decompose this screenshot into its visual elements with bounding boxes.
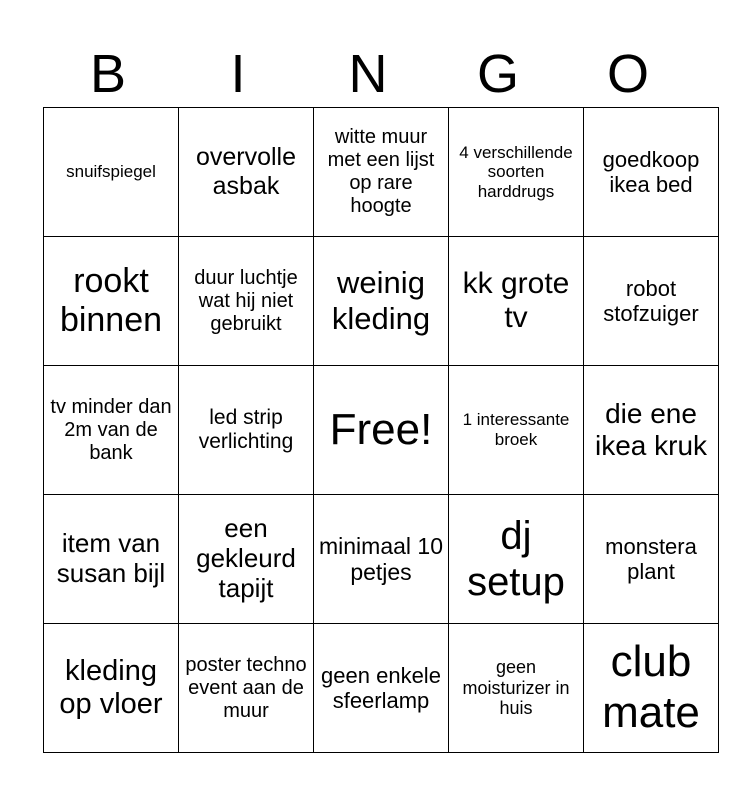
header-letter-o: O <box>606 44 649 104</box>
bingo-cell[interactable]: led strip verlichting <box>179 366 314 495</box>
bingo-grid <box>43 107 719 753</box>
bingo-row <box>44 366 719 495</box>
bingo-cell[interactable]: dj setup <box>449 495 584 624</box>
bingo-cell[interactable]: weinig kleding <box>314 237 449 366</box>
bingo-cell[interactable]: robot stofzuiger <box>584 237 719 366</box>
bingo-cell[interactable]: poster techno event aan de muur <box>179 624 314 753</box>
bingo-cell[interactable]: club mate <box>584 624 719 753</box>
bingo-cell[interactable]: item van susan bijl <box>44 495 179 624</box>
free-space-cell[interactable]: Free! <box>314 366 449 495</box>
bingo-cell[interactable]: 1 interessante broek <box>449 366 584 495</box>
bingo-row <box>44 624 719 753</box>
bingo-cell[interactable]: tv minder dan 2m van de bank <box>44 366 179 495</box>
bingo-header <box>43 40 693 108</box>
bingo-row <box>44 237 719 366</box>
bingo-cell[interactable]: kleding op vloer <box>44 624 179 753</box>
bingo-cell[interactable]: een gekleurd tapijt <box>179 495 314 624</box>
header-letter-b: B <box>89 44 127 104</box>
bingo-cell[interactable]: geen enkele sfeerlamp <box>314 624 449 753</box>
bingo-cell[interactable]: witte muur met een lijst op rare hoogte <box>314 108 449 237</box>
header-letter-n: N <box>348 44 388 104</box>
bingo-cell[interactable]: duur luchtje wat hij niet gebruikt <box>179 237 314 366</box>
bingo-cell[interactable]: snuifspiegel <box>44 108 179 237</box>
bingo-cell[interactable]: kk grote tv <box>449 237 584 366</box>
bingo-cell[interactable]: goedkoop ikea bed <box>584 108 719 237</box>
header-letter-i: I <box>230 44 246 104</box>
bingo-cell[interactable]: overvolle asbak <box>179 108 314 237</box>
bingo-cell[interactable]: rookt binnen <box>44 237 179 366</box>
bingo-cell[interactable]: 4 verschillende soorten harddrugs <box>449 108 584 237</box>
bingo-cell[interactable]: geen moisturizer in huis <box>449 624 584 753</box>
bingo-row <box>44 108 719 237</box>
bingo-cell[interactable]: monstera plant <box>584 495 719 624</box>
bingo-cell[interactable]: minimaal 10 petjes <box>314 495 449 624</box>
bingo-row <box>44 495 719 624</box>
bingo-cell[interactable]: die ene ikea kruk <box>584 366 719 495</box>
header-letter-g: G <box>476 44 519 104</box>
